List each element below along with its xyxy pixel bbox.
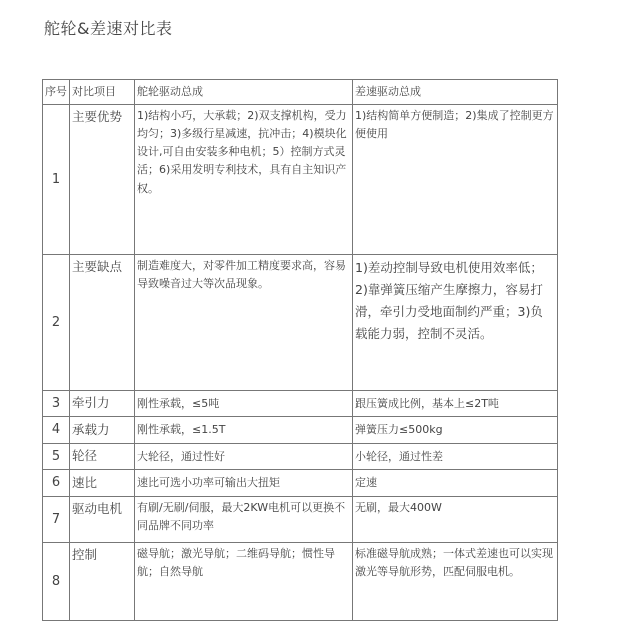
row-steering-cell: 速比可选小功率可输出大扭矩 <box>135 470 353 496</box>
comparison-table <box>42 79 558 621</box>
row-diff-cell: 1)差动控制导致电机使用效率低；2)靠弹簧压缩产生摩擦力，容易打滑，牵引力受地面制约严重；3)负载能力弱，控制不灵活。 <box>353 255 558 391</box>
row-diff-cell: 无刷，最大400W <box>353 496 558 542</box>
row-diff-cell: 弹簧压力≤500kg <box>353 417 558 443</box>
row-steering-cell: 1)结构小巧，大承载；2)双支撑机构，受力均匀；3)多级行星减速，抗冲击；4)模块化设计,可自由安装多种电机；5）控制方式灵活；6)采用发明专利技术，具有自主知识产权。 <box>135 105 353 255</box>
row-item: 主要优势 <box>70 105 135 255</box>
header-cell-diff: 差速驱动总成 <box>353 80 558 105</box>
row-diff-cell: 标准磁导航成熟；一体式差速也可以实现激光等导航形势，匹配伺服电机。 <box>353 542 558 620</box>
table-row <box>43 105 558 255</box>
row-item: 承载力 <box>70 417 135 443</box>
table-row <box>43 443 558 469</box>
header-cell-steering: 舵轮驱动总成 <box>135 80 353 105</box>
row-number: 4 <box>43 417 70 443</box>
table-row <box>43 417 558 443</box>
table-row <box>43 255 558 391</box>
page-title: 舵轮&差速对比表 <box>44 19 173 38</box>
header-cell-num: 序号 <box>43 80 70 105</box>
row-item: 驱动电机 <box>70 496 135 542</box>
header-cell-item: 对比项目 <box>70 80 135 105</box>
row-number: 6 <box>43 470 70 496</box>
row-item: 控制 <box>70 542 135 620</box>
row-diff-cell: 定速 <box>353 470 558 496</box>
row-number: 8 <box>43 542 70 620</box>
row-steering-cell: 刚性承载，≤5吨 <box>135 391 353 417</box>
row-diff-cell: 1)结构简单方便制造；2)集成了控制更方便使用 <box>353 105 558 255</box>
table-row <box>43 542 558 620</box>
table-row <box>43 496 558 542</box>
row-diff-cell: 小轮径，通过性差 <box>353 443 558 469</box>
row-number: 1 <box>43 105 70 255</box>
row-diff-cell: 跟压簧成比例，基本上≤2T吨 <box>353 391 558 417</box>
row-steering-cell: 刚性承载，≤1.5T <box>135 417 353 443</box>
table-row <box>43 391 558 417</box>
row-number: 7 <box>43 496 70 542</box>
table-row <box>43 470 558 496</box>
row-number: 5 <box>43 443 70 469</box>
row-steering-cell: 制造难度大，对零件加工精度要求高，容易导致噪音过大等次品现象。 <box>135 255 353 391</box>
row-item: 牵引力 <box>70 391 135 417</box>
row-steering-cell: 有刷/无刷/伺服，最大2KW电机可以更换不同品牌不同功率 <box>135 496 353 542</box>
row-item: 主要缺点 <box>70 255 135 391</box>
table-header-row <box>43 80 558 105</box>
row-steering-cell: 大轮径，通过性好 <box>135 443 353 469</box>
row-number: 2 <box>43 255 70 391</box>
row-steering-cell: 磁导航；激光导航；二维码导航；惯性导航；自然导航 <box>135 542 353 620</box>
row-item: 速比 <box>70 470 135 496</box>
row-number: 3 <box>43 391 70 417</box>
row-item: 轮径 <box>70 443 135 469</box>
